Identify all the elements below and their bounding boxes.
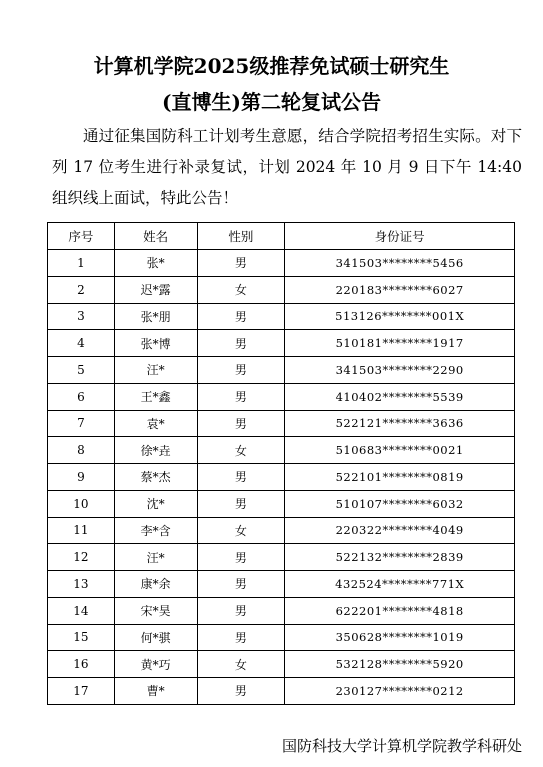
cell-index: 12 xyxy=(48,544,115,571)
header-index: 序号 xyxy=(48,223,115,250)
cell-index: 4 xyxy=(48,330,115,357)
cell-index: 1 xyxy=(48,250,115,277)
cell-gender: 男 xyxy=(197,330,285,357)
cell-name: 张*博 xyxy=(114,330,197,357)
cell-gender: 男 xyxy=(197,464,285,491)
cell-gender: 男 xyxy=(197,490,285,517)
table-row xyxy=(48,464,515,491)
cell-name: 李*含 xyxy=(114,517,197,544)
table-row xyxy=(48,276,515,303)
table-row xyxy=(48,383,515,410)
table-row xyxy=(48,571,515,598)
cell-id-number: 522132********2839 xyxy=(285,544,515,571)
candidate-table xyxy=(47,222,515,705)
cell-gender: 男 xyxy=(197,624,285,651)
cell-name: 沈* xyxy=(114,490,197,517)
cell-id-number: 510683********0021 xyxy=(285,437,515,464)
cell-index: 9 xyxy=(48,464,115,491)
table-row xyxy=(48,410,515,437)
cell-gender: 女 xyxy=(197,651,285,678)
cell-index: 10 xyxy=(48,490,115,517)
cell-name: 迟*露 xyxy=(114,276,197,303)
cell-index: 15 xyxy=(48,624,115,651)
cell-name: 袁* xyxy=(114,410,197,437)
announcement-text: 通过征集国防科工计划考生意愿，结合学院招考招生实际。对下列 17 位考生进行补录复试，计划 2024 年 10 月 9 日下午 14:40 组织线上面试，特此公告！ xyxy=(52,127,522,207)
cell-name: 徐*垚 xyxy=(114,437,197,464)
cell-id-number: 220183********6027 xyxy=(285,276,515,303)
cell-name: 曹* xyxy=(114,678,197,705)
cell-index: 11 xyxy=(48,517,115,544)
cell-name: 康*余 xyxy=(114,571,197,598)
table-row xyxy=(48,357,515,384)
cell-gender: 男 xyxy=(197,571,285,598)
cell-index: 17 xyxy=(48,678,115,705)
announcement-paragraph xyxy=(52,121,522,214)
cell-name: 张*朋 xyxy=(114,303,197,330)
cell-gender: 男 xyxy=(197,303,285,330)
header-gender: 性别 xyxy=(197,223,285,250)
cell-id-number: 220322********4049 xyxy=(285,517,515,544)
cell-name: 王*鑫 xyxy=(114,383,197,410)
table-row xyxy=(48,678,515,705)
table-row xyxy=(48,544,515,571)
table-row xyxy=(48,330,515,357)
cell-index: 3 xyxy=(48,303,115,330)
cell-index: 13 xyxy=(48,571,115,598)
cell-gender: 男 xyxy=(197,250,285,277)
cell-name: 张* xyxy=(114,250,197,277)
cell-name: 汪* xyxy=(114,544,197,571)
cell-index: 7 xyxy=(48,410,115,437)
cell-gender: 男 xyxy=(197,383,285,410)
cell-id-number: 432524********771X xyxy=(285,571,515,598)
cell-index: 6 xyxy=(48,383,115,410)
title-line-1: 计算机学院2025级推荐免试硕士研究生 xyxy=(93,54,450,78)
cell-gender: 男 xyxy=(197,544,285,571)
cell-gender: 女 xyxy=(197,517,285,544)
cell-name: 黄*巧 xyxy=(114,651,197,678)
table-row xyxy=(48,597,515,624)
table-row xyxy=(48,517,515,544)
cell-gender: 男 xyxy=(197,357,285,384)
cell-index: 14 xyxy=(48,597,115,624)
cell-id-number: 522121********3636 xyxy=(285,410,515,437)
table-row xyxy=(48,303,515,330)
table-row xyxy=(48,250,515,277)
table-header-row xyxy=(48,223,515,250)
cell-gender: 男 xyxy=(197,597,285,624)
cell-gender: 男 xyxy=(197,678,285,705)
cell-gender: 男 xyxy=(197,410,285,437)
header-name: 姓名 xyxy=(114,223,197,250)
cell-id-number: 350628********1019 xyxy=(285,624,515,651)
cell-name: 汪* xyxy=(114,357,197,384)
cell-index: 8 xyxy=(48,437,115,464)
header-id-number: 身份证号 xyxy=(285,223,515,250)
table-row xyxy=(48,651,515,678)
table-row xyxy=(48,490,515,517)
cell-name: 何*骐 xyxy=(114,624,197,651)
cell-name: 蔡*杰 xyxy=(114,464,197,491)
title-line-2: (直博生)第二轮复试公告 xyxy=(162,90,381,114)
issuer-signature: 国防科技大学计算机学院教学科研处 xyxy=(281,737,522,755)
cell-index: 5 xyxy=(48,357,115,384)
cell-id-number: 341503********2290 xyxy=(285,357,515,384)
cell-gender: 女 xyxy=(197,437,285,464)
cell-id-number: 522101********0819 xyxy=(285,464,515,491)
cell-gender: 女 xyxy=(197,276,285,303)
table-row xyxy=(48,624,515,651)
cell-id-number: 513126********001X xyxy=(285,303,515,330)
cell-index: 2 xyxy=(48,276,115,303)
cell-id-number: 341503********5456 xyxy=(285,250,515,277)
cell-id-number: 510181********1917 xyxy=(285,330,515,357)
table-row xyxy=(48,437,515,464)
table-body xyxy=(48,250,515,705)
cell-id-number: 532128********5920 xyxy=(285,651,515,678)
cell-id-number: 230127********0212 xyxy=(285,678,515,705)
cell-name: 宋*昊 xyxy=(114,597,197,624)
cell-index: 16 xyxy=(48,651,115,678)
cell-id-number: 622201********4818 xyxy=(285,597,515,624)
cell-id-number: 410402********5539 xyxy=(285,383,515,410)
cell-id-number: 510107********6032 xyxy=(285,490,515,517)
